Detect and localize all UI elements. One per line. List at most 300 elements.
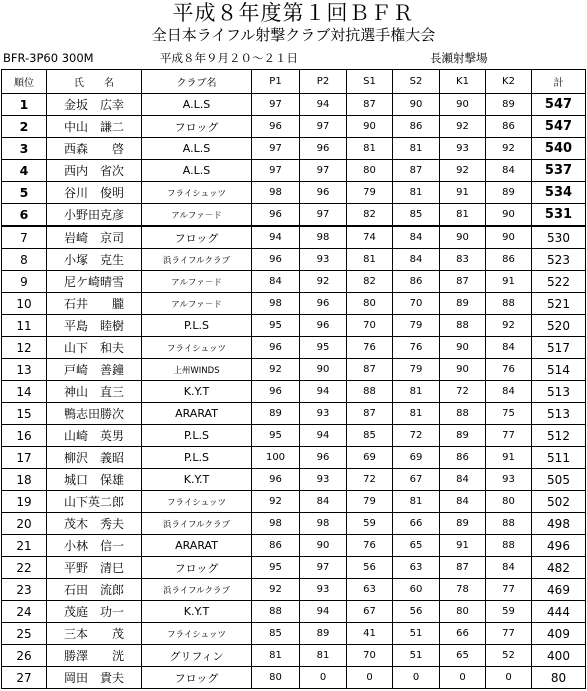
name-cell: 小野田克彦 xyxy=(47,204,142,227)
p1-score-cell: 95 xyxy=(252,315,300,337)
k2-score-cell: 92 xyxy=(486,315,532,337)
k2-score-cell: 88 xyxy=(486,513,532,535)
k1-score-cell: 87 xyxy=(440,557,486,579)
name-cell: 石井 朧 xyxy=(47,293,142,315)
rank-cell: 4 xyxy=(2,160,47,182)
rank-cell: 14 xyxy=(2,381,47,403)
table-row xyxy=(2,226,586,249)
s2-score-cell: 69 xyxy=(393,447,440,469)
rank-cell: 24 xyxy=(2,601,47,623)
event-code: BFR-3P60 300M xyxy=(3,51,94,65)
k1-score-cell: 65 xyxy=(440,645,486,667)
table-row xyxy=(2,645,586,667)
total-cell: 530 xyxy=(532,226,586,249)
k2-score-cell: 89 xyxy=(486,182,532,204)
name-cell: 尼ケ崎晴雪 xyxy=(47,271,142,293)
rank-cell: 10 xyxy=(2,293,47,315)
column-header-name: 氏 名 xyxy=(47,70,142,94)
total-cell: 534 xyxy=(532,182,586,204)
table-row xyxy=(2,271,586,293)
p1-score-cell: 86 xyxy=(252,535,300,557)
p1-score-cell: 95 xyxy=(252,425,300,447)
s2-score-cell: 60 xyxy=(393,579,440,601)
total-cell: 547 xyxy=(532,116,586,138)
table-row xyxy=(2,359,586,381)
table-row xyxy=(2,315,586,337)
k2-score-cell: 84 xyxy=(486,557,532,579)
rank-cell: 8 xyxy=(2,249,47,271)
s2-score-cell: 81 xyxy=(393,381,440,403)
name-cell: 神山 直三 xyxy=(47,381,142,403)
p2-score-cell: 96 xyxy=(300,182,347,204)
p2-score-cell: 96 xyxy=(300,447,347,469)
club-cell: アルファ－ド xyxy=(142,293,252,315)
club-cell: A.L.S xyxy=(142,138,252,160)
table-row xyxy=(2,447,586,469)
club-cell: K.Y.T xyxy=(142,469,252,491)
p2-score-cell: 93 xyxy=(300,579,347,601)
rank-cell: 20 xyxy=(2,513,47,535)
s1-score-cell: 56 xyxy=(347,557,393,579)
club-cell: アルファ－ド xyxy=(142,204,252,227)
rank-cell: 27 xyxy=(2,667,47,689)
table-header-row xyxy=(2,70,586,94)
p1-score-cell: 80 xyxy=(252,667,300,689)
club-cell: フライシュッツ xyxy=(142,623,252,645)
p1-score-cell: 98 xyxy=(252,182,300,204)
k1-score-cell: 93 xyxy=(440,138,486,160)
club-cell: 浜ライフルクラブ xyxy=(142,249,252,271)
club-cell: A.L.S xyxy=(142,160,252,182)
s1-score-cell: 41 xyxy=(347,623,393,645)
table-row xyxy=(2,204,586,227)
k1-score-cell: 92 xyxy=(440,160,486,182)
s1-score-cell: 88 xyxy=(347,381,393,403)
k2-score-cell: 89 xyxy=(486,94,532,116)
p2-score-cell: 93 xyxy=(300,249,347,271)
club-cell: P.L.S xyxy=(142,315,252,337)
p1-score-cell: 92 xyxy=(252,491,300,513)
s2-score-cell: 84 xyxy=(393,226,440,249)
total-cell: 496 xyxy=(532,535,586,557)
s2-score-cell: 87 xyxy=(393,160,440,182)
name-cell: 谷川 俊明 xyxy=(47,182,142,204)
k2-score-cell: 93 xyxy=(486,469,532,491)
p1-score-cell: 85 xyxy=(252,623,300,645)
s1-score-cell: 87 xyxy=(347,403,393,425)
club-cell: K.Y.T xyxy=(142,381,252,403)
k1-score-cell: 83 xyxy=(440,249,486,271)
name-cell: 中山 謙二 xyxy=(47,116,142,138)
column-header-total: 計 xyxy=(532,70,586,94)
s1-score-cell: 79 xyxy=(347,182,393,204)
p2-score-cell: 94 xyxy=(300,381,347,403)
club-cell: ARARAT xyxy=(142,535,252,557)
name-cell: 岡田 貴夫 xyxy=(47,667,142,689)
k1-score-cell: 90 xyxy=(440,226,486,249)
s2-score-cell: 0 xyxy=(393,667,440,689)
p1-score-cell: 96 xyxy=(252,204,300,227)
rank-cell: 1 xyxy=(2,94,47,116)
name-cell: 小塚 克生 xyxy=(47,249,142,271)
column-header-k2: K2 xyxy=(486,70,532,94)
table-row xyxy=(2,579,586,601)
table-row xyxy=(2,623,586,645)
k2-score-cell: 80 xyxy=(486,491,532,513)
club-cell: グリフィン xyxy=(142,645,252,667)
k2-score-cell: 91 xyxy=(486,447,532,469)
total-cell: 540 xyxy=(532,138,586,160)
column-header-p2: P2 xyxy=(300,70,347,94)
p2-score-cell: 95 xyxy=(300,337,347,359)
p1-score-cell: 96 xyxy=(252,249,300,271)
k1-score-cell: 66 xyxy=(440,623,486,645)
p2-score-cell: 90 xyxy=(300,359,347,381)
k2-score-cell: 75 xyxy=(486,403,532,425)
k2-score-cell: 86 xyxy=(486,116,532,138)
s2-score-cell: 84 xyxy=(393,249,440,271)
s2-score-cell: 81 xyxy=(393,182,440,204)
k1-score-cell: 89 xyxy=(440,293,486,315)
p1-score-cell: 97 xyxy=(252,138,300,160)
s1-score-cell: 59 xyxy=(347,513,393,535)
k1-score-cell: 87 xyxy=(440,271,486,293)
s2-score-cell: 70 xyxy=(393,293,440,315)
name-cell: 石田 流郎 xyxy=(47,579,142,601)
k2-score-cell: 90 xyxy=(486,226,532,249)
rank-cell: 5 xyxy=(2,182,47,204)
table-row xyxy=(2,381,586,403)
name-cell: 岩崎 京司 xyxy=(47,226,142,249)
p2-score-cell: 96 xyxy=(300,138,347,160)
k2-score-cell: 91 xyxy=(486,271,532,293)
name-cell: 西森 啓 xyxy=(47,138,142,160)
p2-score-cell: 90 xyxy=(300,535,347,557)
total-cell: 505 xyxy=(532,469,586,491)
club-cell: 浜ライフルクラブ xyxy=(142,513,252,535)
s2-score-cell: 51 xyxy=(393,645,440,667)
p2-score-cell: 98 xyxy=(300,513,347,535)
s2-score-cell: 63 xyxy=(393,557,440,579)
event-venue: 長瀬射撃場 xyxy=(430,51,488,65)
k1-score-cell: 84 xyxy=(440,469,486,491)
table-row xyxy=(2,249,586,271)
name-cell: 山下 和夫 xyxy=(47,337,142,359)
p2-score-cell: 96 xyxy=(300,315,347,337)
table-row xyxy=(2,337,586,359)
total-cell: 537 xyxy=(532,160,586,182)
s1-score-cell: 80 xyxy=(347,293,393,315)
k2-score-cell: 88 xyxy=(486,535,532,557)
s1-score-cell: 87 xyxy=(347,94,393,116)
k1-score-cell: 91 xyxy=(440,535,486,557)
p1-score-cell: 92 xyxy=(252,579,300,601)
p2-score-cell: 98 xyxy=(300,226,347,249)
s2-score-cell: 79 xyxy=(393,315,440,337)
table-row xyxy=(2,403,586,425)
p1-score-cell: 89 xyxy=(252,403,300,425)
s1-score-cell: 85 xyxy=(347,425,393,447)
table-row xyxy=(2,293,586,315)
rank-cell: 23 xyxy=(2,579,47,601)
s1-score-cell: 74 xyxy=(347,226,393,249)
club-cell: フロッグ xyxy=(142,226,252,249)
s2-score-cell: 90 xyxy=(393,94,440,116)
club-cell: フロッグ xyxy=(142,557,252,579)
total-cell: 502 xyxy=(532,491,586,513)
k1-score-cell: 92 xyxy=(440,116,486,138)
name-cell: 山下英二郎 xyxy=(47,491,142,513)
total-cell: 513 xyxy=(532,403,586,425)
table-row xyxy=(2,601,586,623)
s2-score-cell: 85 xyxy=(393,204,440,227)
p1-score-cell: 96 xyxy=(252,116,300,138)
p1-score-cell: 98 xyxy=(252,293,300,315)
total-cell: 514 xyxy=(532,359,586,381)
p1-score-cell: 100 xyxy=(252,447,300,469)
table-row xyxy=(2,667,586,689)
name-cell: 山崎 英男 xyxy=(47,425,142,447)
column-header-rank: 順位 xyxy=(2,70,47,94)
p2-score-cell: 97 xyxy=(300,116,347,138)
column-header-s2: S2 xyxy=(393,70,440,94)
page-subtitle: 全日本ライフル射撃クラブ対抗選手権大会 xyxy=(151,26,436,44)
p2-score-cell: 0 xyxy=(300,667,347,689)
s1-score-cell: 0 xyxy=(347,667,393,689)
s2-score-cell: 86 xyxy=(393,116,440,138)
p1-score-cell: 97 xyxy=(252,94,300,116)
s1-score-cell: 76 xyxy=(347,337,393,359)
table-row xyxy=(2,138,586,160)
total-cell: 498 xyxy=(532,513,586,535)
s2-score-cell: 51 xyxy=(393,623,440,645)
total-cell: 400 xyxy=(532,645,586,667)
p2-score-cell: 97 xyxy=(300,160,347,182)
name-cell: 平野 清巳 xyxy=(47,557,142,579)
s1-score-cell: 70 xyxy=(347,645,393,667)
name-cell: 戸崎 善鐘 xyxy=(47,359,142,381)
s1-score-cell: 81 xyxy=(347,138,393,160)
club-cell: 上州WINDS xyxy=(142,359,252,381)
p2-score-cell: 97 xyxy=(300,557,347,579)
s2-score-cell: 81 xyxy=(393,138,440,160)
k2-score-cell: 0 xyxy=(486,667,532,689)
total-cell: 482 xyxy=(532,557,586,579)
k1-score-cell: 88 xyxy=(440,403,486,425)
club-cell: フロッグ xyxy=(142,116,252,138)
rank-cell: 7 xyxy=(2,226,47,249)
p2-score-cell: 93 xyxy=(300,403,347,425)
k1-score-cell: 84 xyxy=(440,491,486,513)
total-cell: 521 xyxy=(532,293,586,315)
name-cell: 茂木 秀夫 xyxy=(47,513,142,535)
s1-score-cell: 82 xyxy=(347,271,393,293)
total-cell: 520 xyxy=(532,315,586,337)
p2-score-cell: 81 xyxy=(300,645,347,667)
rank-cell: 18 xyxy=(2,469,47,491)
table-row xyxy=(2,182,586,204)
club-cell: A.L.S xyxy=(142,94,252,116)
k1-score-cell: 91 xyxy=(440,182,486,204)
name-cell: 西内 省次 xyxy=(47,160,142,182)
results-table xyxy=(1,69,586,689)
total-cell: 517 xyxy=(532,337,586,359)
s2-score-cell: 72 xyxy=(393,425,440,447)
name-cell: 勝澤 洸 xyxy=(47,645,142,667)
p1-score-cell: 96 xyxy=(252,337,300,359)
name-cell: 茂庭 功一 xyxy=(47,601,142,623)
k2-score-cell: 92 xyxy=(486,138,532,160)
rank-cell: 12 xyxy=(2,337,47,359)
k2-score-cell: 84 xyxy=(486,381,532,403)
k1-score-cell: 72 xyxy=(440,381,486,403)
event-date: 平成８年９月２０～２１日 xyxy=(160,51,298,65)
s1-score-cell: 69 xyxy=(347,447,393,469)
k2-score-cell: 84 xyxy=(486,337,532,359)
club-cell: K.Y.T xyxy=(142,601,252,623)
k1-score-cell: 0 xyxy=(440,667,486,689)
p1-score-cell: 96 xyxy=(252,469,300,491)
table-row xyxy=(2,425,586,447)
s1-score-cell: 79 xyxy=(347,491,393,513)
s2-score-cell: 56 xyxy=(393,601,440,623)
k1-score-cell: 81 xyxy=(440,204,486,227)
column-header-k1: K1 xyxy=(440,70,486,94)
total-cell: 409 xyxy=(532,623,586,645)
total-cell: 469 xyxy=(532,579,586,601)
rank-cell: 21 xyxy=(2,535,47,557)
table-row xyxy=(2,94,586,116)
table-row xyxy=(2,491,586,513)
s1-score-cell: 67 xyxy=(347,601,393,623)
club-cell: ARARAT xyxy=(142,403,252,425)
k2-score-cell: 88 xyxy=(486,293,532,315)
club-cell: フライシュッツ xyxy=(142,337,252,359)
rank-cell: 9 xyxy=(2,271,47,293)
club-cell: フロッグ xyxy=(142,667,252,689)
p2-score-cell: 94 xyxy=(300,425,347,447)
name-cell: 小林 信一 xyxy=(47,535,142,557)
club-cell: フライシュッツ xyxy=(142,182,252,204)
k2-score-cell: 77 xyxy=(486,425,532,447)
rank-cell: 15 xyxy=(2,403,47,425)
total-cell: 511 xyxy=(532,447,586,469)
p1-score-cell: 81 xyxy=(252,645,300,667)
total-cell: 512 xyxy=(532,425,586,447)
s1-score-cell: 70 xyxy=(347,315,393,337)
total-cell: 531 xyxy=(532,204,586,227)
k1-score-cell: 89 xyxy=(440,513,486,535)
column-header-club: クラブ名 xyxy=(142,70,252,94)
table-row xyxy=(2,535,586,557)
name-cell: 金坂 広幸 xyxy=(47,94,142,116)
name-cell: 平島 睦樹 xyxy=(47,315,142,337)
s2-score-cell: 66 xyxy=(393,513,440,535)
rank-cell: 26 xyxy=(2,645,47,667)
table-row xyxy=(2,116,586,138)
k1-score-cell: 90 xyxy=(440,94,486,116)
k1-score-cell: 88 xyxy=(440,315,486,337)
k1-score-cell: 89 xyxy=(440,425,486,447)
p1-score-cell: 94 xyxy=(252,226,300,249)
k2-score-cell: 59 xyxy=(486,601,532,623)
column-header-s1: S1 xyxy=(347,70,393,94)
rank-cell: 19 xyxy=(2,491,47,513)
s2-score-cell: 79 xyxy=(393,359,440,381)
p2-score-cell: 94 xyxy=(300,94,347,116)
k1-score-cell: 90 xyxy=(440,359,486,381)
rank-cell: 22 xyxy=(2,557,47,579)
p2-score-cell: 84 xyxy=(300,491,347,513)
total-cell: 523 xyxy=(532,249,586,271)
total-cell: 80 xyxy=(532,667,586,689)
club-cell: フライシュッツ xyxy=(142,491,252,513)
name-cell: 柳沢 義昭 xyxy=(47,447,142,469)
total-cell: 444 xyxy=(532,601,586,623)
k1-score-cell: 80 xyxy=(440,601,486,623)
k2-score-cell: 77 xyxy=(486,623,532,645)
p1-score-cell: 98 xyxy=(252,513,300,535)
p2-score-cell: 97 xyxy=(300,204,347,227)
total-cell: 547 xyxy=(532,94,586,116)
s2-score-cell: 67 xyxy=(393,469,440,491)
table-row xyxy=(2,557,586,579)
s1-score-cell: 72 xyxy=(347,469,393,491)
rank-cell: 16 xyxy=(2,425,47,447)
s2-score-cell: 76 xyxy=(393,337,440,359)
s1-score-cell: 81 xyxy=(347,249,393,271)
p2-score-cell: 96 xyxy=(300,293,347,315)
p1-score-cell: 95 xyxy=(252,557,300,579)
s1-score-cell: 87 xyxy=(347,359,393,381)
k1-score-cell: 90 xyxy=(440,337,486,359)
page-title: 平成８年度第１回ＢＦＲ xyxy=(172,1,415,25)
k2-score-cell: 86 xyxy=(486,249,532,271)
total-cell: 522 xyxy=(532,271,586,293)
k1-score-cell: 78 xyxy=(440,579,486,601)
rank-cell: 6 xyxy=(2,204,47,227)
k2-score-cell: 84 xyxy=(486,160,532,182)
s1-score-cell: 82 xyxy=(347,204,393,227)
p2-score-cell: 92 xyxy=(300,271,347,293)
k2-score-cell: 76 xyxy=(486,359,532,381)
name-cell: 城口 保雄 xyxy=(47,469,142,491)
name-cell: 鴨志田勝次 xyxy=(47,403,142,425)
p2-score-cell: 94 xyxy=(300,601,347,623)
rank-cell: 3 xyxy=(2,138,47,160)
p1-score-cell: 84 xyxy=(252,271,300,293)
s2-score-cell: 81 xyxy=(393,491,440,513)
p2-score-cell: 93 xyxy=(300,469,347,491)
p1-score-cell: 97 xyxy=(252,160,300,182)
table-row xyxy=(2,513,586,535)
table-row xyxy=(2,469,586,491)
k1-score-cell: 86 xyxy=(440,447,486,469)
rank-cell: 25 xyxy=(2,623,47,645)
club-cell: P.L.S xyxy=(142,447,252,469)
k2-score-cell: 90 xyxy=(486,204,532,227)
p1-score-cell: 96 xyxy=(252,381,300,403)
p1-score-cell: 88 xyxy=(252,601,300,623)
p1-score-cell: 92 xyxy=(252,359,300,381)
s1-score-cell: 80 xyxy=(347,160,393,182)
club-cell: 浜ライフルクラブ xyxy=(142,579,252,601)
club-cell: アルファ－ド xyxy=(142,271,252,293)
name-cell: 三本 茂 xyxy=(47,623,142,645)
s1-score-cell: 63 xyxy=(347,579,393,601)
club-cell: P.L.S xyxy=(142,425,252,447)
p2-score-cell: 89 xyxy=(300,623,347,645)
